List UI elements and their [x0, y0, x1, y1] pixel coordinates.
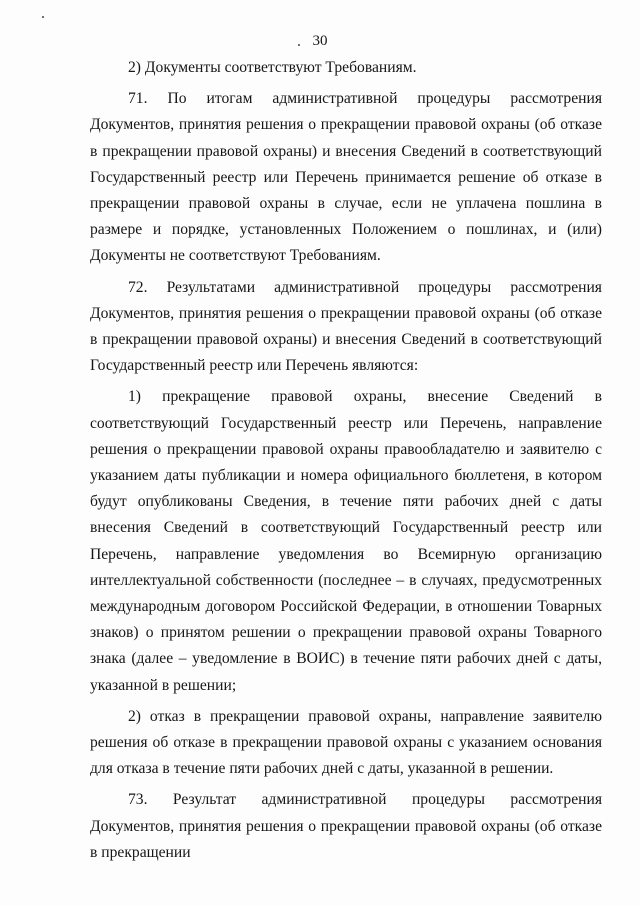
- document-body: [90, 55, 602, 866]
- paragraph-72-item-1: 1) прекращение правовой охраны, внесение Сведений в соответствующий Государственный реестр или Перечень, направление решения о прекращении правовой охраны правообладателю и заявителю с указанием даты публикации и номера официального бюллетеня, в котором будут опубликованы Сведения, в течение пяти рабочих дней с даты внесения Сведений в соответствующий Государственный реестр или Перечень, направление уведомления во Всемирную организацию интеллектуальной собственности (последнее – в случаях, предусмотренных международным договором Российской Федерации, в отношении Товарных знаков) о принятом решении о прекращении правовой охраны Товарного знака (далее – уведомление в ВОИС) в течение пяти рабочих дней с даты, указанной в решении;: [90, 388, 602, 694]
- paragraph-73: 73. Результат административной процедуры рассмотрения Документов, принятия решения о прекращении правовой охраны (об отказе в прекращении: [90, 791, 602, 861]
- paragraph-72-item-2: 2) отказ в прекращении правовой охраны, направление заявителю решения об отказе в прекращении правовой охраны с указанием основания для отказа в течение пяти рабочих дней с даты, указанной в решении.: [90, 707, 602, 778]
- paragraph-documents-comply: 2) Документы соответствуют Требованиям.: [128, 59, 417, 76]
- scan-speck: [42, 16, 44, 18]
- page-number: 30: [312, 33, 328, 49]
- paragraph-72: 72. Результатами административной процедуры рассмотрения Документов, принятия решения о прекращении правовой охраны (об отказе в прекращении правовой охраны) и внесения Сведений в соответствующий Государственный реестр или Перечень являются:: [90, 278, 602, 375]
- paragraph-71: 71. По итогам административной процедуры рассмотрения Документов, принятия решения о прекращении правовой охраны (об отказе в прекращении правовой охраны) и внесения Сведений в соответствующий Государственный реестр или Перечень принимается решение об отказе в прекращении правовой охраны в случае, если не уплачена пошлина в размере и порядке, установленных Положением о пошлинах, и (или) Документы не соответствуют Требованиям.: [90, 90, 602, 265]
